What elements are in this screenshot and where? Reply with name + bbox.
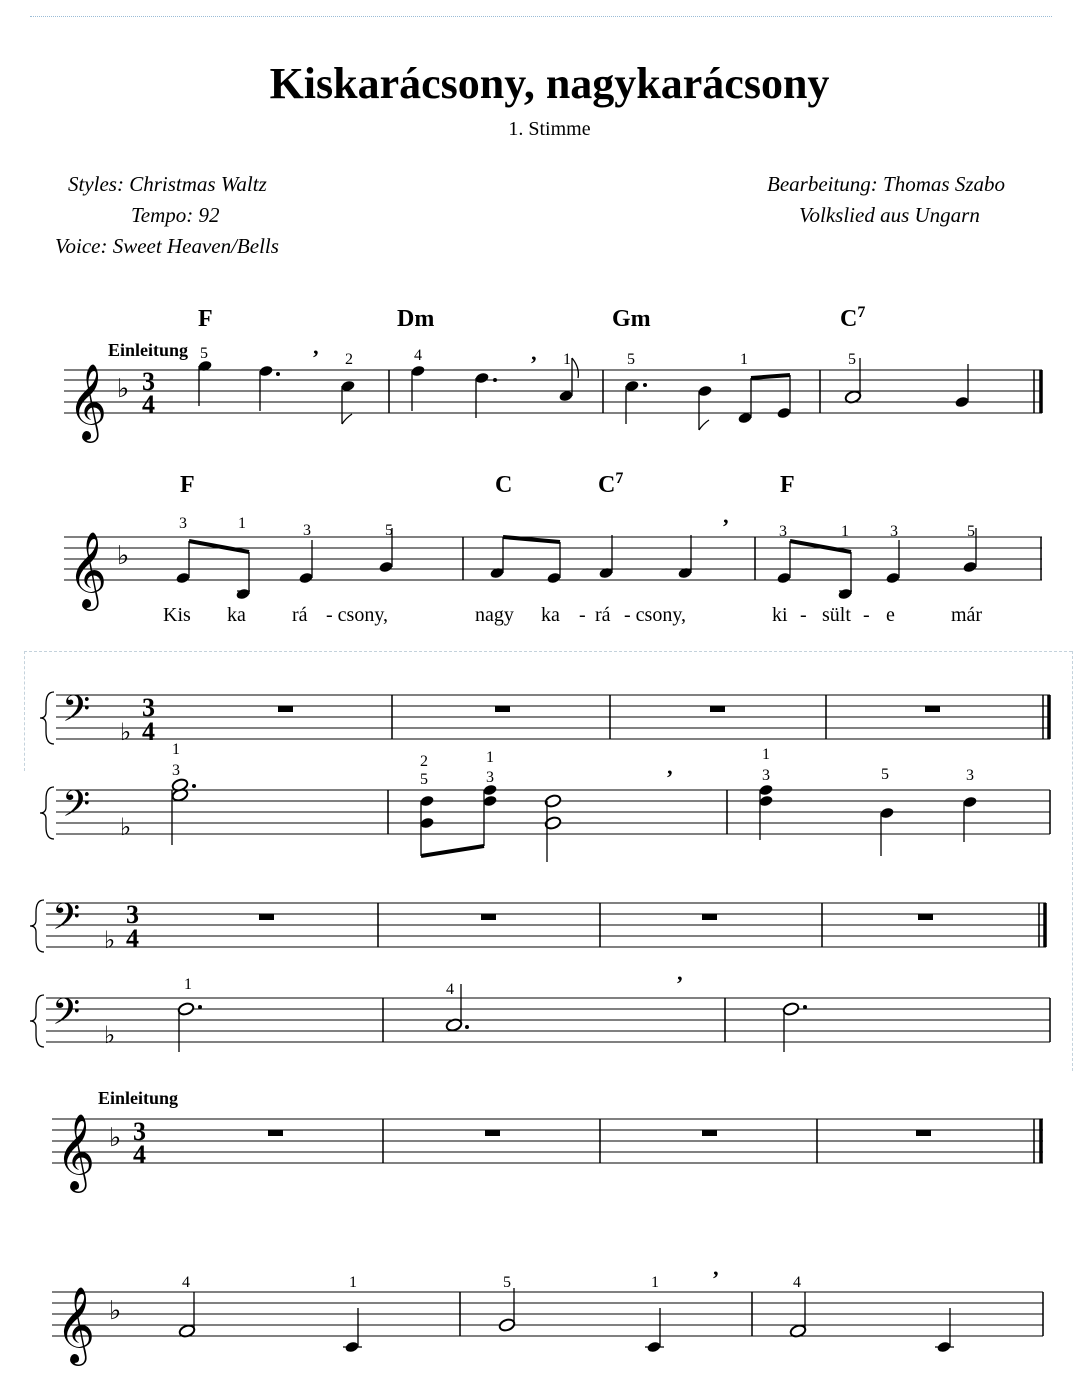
svg-text:3: 3 [890, 523, 898, 540]
svg-text:5: 5 [848, 351, 856, 368]
svg-text:1: 1 [651, 1274, 659, 1291]
treble-clef-icon: 𝄞 [68, 531, 108, 608]
svg-text:1: 1 [486, 749, 494, 766]
treble-clef-icon: 𝄞 [56, 1113, 96, 1190]
whole-rest [916, 1130, 931, 1136]
breath-mark: ’ [712, 1266, 720, 1291]
svg-text:3: 3 [966, 767, 974, 784]
dot [192, 784, 196, 788]
svg-text:5: 5 [420, 771, 428, 788]
svg-text:5: 5 [200, 345, 208, 362]
whole-rest [481, 914, 496, 920]
arrangement-label: Bearbeitung: Thomas Szabo [767, 172, 1005, 196]
beam [790, 541, 851, 552]
svg-text:1: 1 [172, 741, 180, 758]
beam [189, 541, 249, 552]
staff-lines [52, 1119, 1043, 1163]
whole-rest [485, 1130, 500, 1136]
chord-symbol-c7 [598, 470, 623, 498]
chord-superscript: 7 [857, 304, 866, 321]
fingerings [200, 345, 856, 368]
beam [421, 846, 484, 856]
svg-text:3: 3 [172, 762, 180, 779]
system-melody-intro [64, 304, 1042, 443]
key-flat-icon: ♭ [104, 926, 116, 954]
whole-rest [495, 706, 510, 712]
system-bass-upper-intro [40, 688, 1050, 746]
svg-text:5: 5 [881, 766, 889, 783]
svg-text:1: 1 [563, 351, 571, 368]
chord-superscript: 7 [615, 470, 624, 487]
time-sig-bottom: 4 [133, 1140, 146, 1169]
fingerings [184, 976, 454, 998]
whole-rest [259, 914, 274, 920]
note-flag [699, 420, 709, 430]
svg-text:nagy: nagy [475, 604, 514, 626]
breath-mark: ’ [676, 971, 684, 996]
staff-lines [56, 695, 1050, 739]
tempo-label: Tempo: 92 [131, 203, 220, 227]
voice-label: Voice: Sweet Heaven/Bells [55, 234, 279, 258]
svg-text:rá: rá [595, 604, 611, 626]
chord-symbol: F [180, 472, 195, 498]
svg-text:2: 2 [345, 351, 353, 368]
svg-text:5: 5 [503, 1274, 511, 1291]
treble-clef-icon: 𝄞 [68, 363, 108, 440]
svg-text:ka: ka [227, 604, 246, 626]
key-flat-icon: ♭ [117, 541, 130, 571]
fingerings [182, 1274, 801, 1291]
key-flat-icon: ♭ [104, 1021, 116, 1049]
svg-text:sült: sült [822, 604, 851, 626]
chord-symbol: F [780, 472, 795, 498]
whole-rest [702, 1130, 717, 1136]
whole-rest [925, 706, 940, 712]
svg-text:3: 3 [486, 769, 494, 786]
treble-clef-icon: 𝄞 [56, 1286, 96, 1363]
svg-text:1: 1 [238, 515, 246, 532]
svg-text:3: 3 [762, 767, 770, 784]
beam [751, 375, 790, 378]
svg-text:-: - [579, 604, 586, 626]
svg-text:1: 1 [841, 523, 849, 540]
bass-clef-icon: 𝄢 [62, 688, 91, 739]
svg-text:5: 5 [627, 351, 635, 368]
svg-text:rá: rá [292, 604, 308, 626]
key-flat-icon: ♭ [109, 1123, 122, 1153]
dot [493, 378, 497, 382]
staff-lines [64, 370, 1042, 413]
note-head-half [177, 1002, 195, 1017]
note-head-half [782, 1002, 800, 1017]
system-bass-lower-verse [30, 971, 1050, 1052]
section-label-einleitung: Einleitung [98, 1088, 179, 1108]
fingerings [179, 515, 975, 540]
svg-text:- csony,: - csony, [624, 604, 687, 626]
breath-mark: ’ [722, 514, 730, 539]
time-sig-top: 3 [142, 367, 155, 396]
chord-symbol-c7 [840, 304, 865, 332]
chord-symbol: $C^7$ [840, 304, 866, 332]
svg-text:4: 4 [414, 347, 422, 364]
system-brace [40, 787, 54, 839]
svg-text:5: 5 [385, 522, 393, 539]
dot [643, 383, 647, 387]
svg-text:1: 1 [349, 1274, 357, 1291]
chord-symbol: C [495, 472, 513, 498]
system-voice2-intro [52, 1088, 1043, 1193]
svg-text:3: 3 [779, 523, 787, 540]
bass-clef-icon: 𝄢 [62, 783, 91, 834]
svg-text:ka: ka [541, 604, 560, 626]
svg-text:3: 3 [179, 515, 187, 532]
note-head-half [498, 1318, 516, 1333]
svg-text:már: már [951, 604, 983, 626]
whole-rest [710, 706, 725, 712]
svg-text:1: 1 [740, 351, 748, 368]
origin-label: Volkslied aus Ungarn [799, 203, 980, 227]
time-sig-top: 3 [133, 1117, 146, 1146]
svg-text:2: 2 [420, 753, 428, 770]
svg-text:’: ’ [312, 345, 320, 370]
svg-text:’: ’ [530, 351, 538, 376]
system-melody-verse [64, 470, 1042, 626]
note-flag [342, 414, 352, 424]
dot [276, 372, 280, 376]
breath-mark: ’ [666, 765, 674, 790]
time-sig-top: 3 [126, 900, 139, 929]
svg-text:4: 4 [793, 1274, 801, 1291]
staff-lines [46, 998, 1050, 1042]
svg-text:-: - [800, 604, 807, 626]
system-brace [30, 995, 44, 1047]
key-flat-icon: ♭ [120, 718, 132, 746]
time-sig-bottom: 4 [126, 924, 139, 953]
system-brace [30, 900, 44, 952]
svg-text:4: 4 [446, 981, 454, 998]
svg-text:4: 4 [182, 1274, 190, 1291]
svg-text:-: - [863, 604, 870, 626]
dot [803, 1005, 807, 1009]
staff-lines [46, 903, 1046, 947]
chord-symbol: Dm [397, 306, 435, 332]
key-flat-icon: ♭ [109, 1296, 122, 1326]
dot [465, 1025, 469, 1029]
key-flat-icon: ♭ [120, 813, 132, 841]
svg-text:3: 3 [303, 522, 311, 539]
note-flag [572, 358, 578, 378]
time-sig-top: 3 [142, 693, 155, 722]
svg-text:Kis: Kis [163, 604, 191, 626]
fingerings [172, 741, 974, 788]
system-brace [40, 692, 54, 744]
dot [198, 1005, 202, 1009]
chord-symbol: $C^7$ [598, 470, 624, 498]
lyrics [163, 604, 982, 626]
bass-clef-icon: 𝄢 [52, 991, 81, 1042]
beam [503, 537, 560, 542]
whole-rest [918, 914, 933, 920]
whole-rest [278, 706, 293, 712]
system-voice2-verse [52, 1266, 1043, 1366]
section-label-einleitung: Einleitung [108, 340, 189, 360]
whole-rest [702, 914, 717, 920]
system-bass-upper-verse [40, 741, 1050, 862]
chord-symbol: Gm [612, 306, 651, 332]
song-title: Kiskarácsony, nagykarácsony [269, 59, 830, 108]
svg-text:e: e [886, 604, 895, 626]
svg-text:5: 5 [967, 523, 975, 540]
time-sig-bottom: 4 [142, 717, 155, 746]
styles-label: Styles: Christmas Waltz [68, 172, 267, 196]
svg-text:1: 1 [762, 746, 770, 763]
system-bass-lower-intro [30, 896, 1046, 954]
svg-text:- csony,: - csony, [326, 604, 389, 626]
whole-rest [268, 1130, 283, 1136]
time-sig-bottom: 4 [142, 390, 155, 419]
staff-lines [52, 1292, 1043, 1336]
key-flat-icon: ♭ [117, 374, 130, 404]
svg-text:1: 1 [184, 976, 192, 993]
chord-symbol: F [198, 306, 213, 332]
svg-text:ki: ki [772, 604, 788, 626]
voice-subtitle: 1. Stimme [508, 118, 591, 140]
bass-clef-icon: 𝄢 [52, 896, 81, 947]
